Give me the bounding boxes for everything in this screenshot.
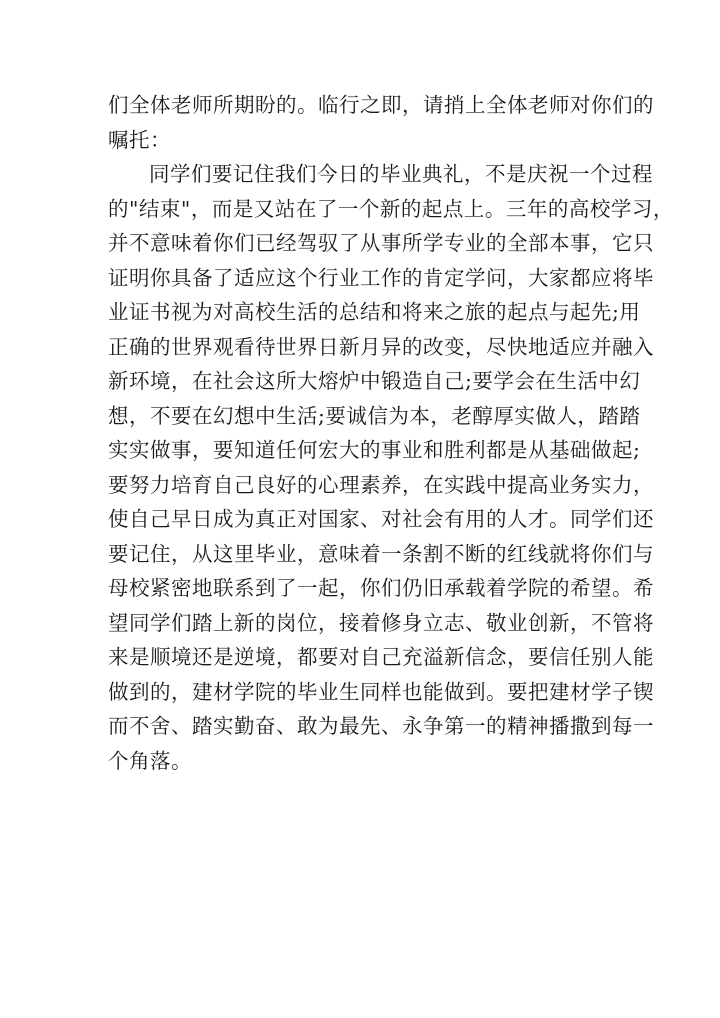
text-line: 要努力培育自己良好的心理素养，在实践中提高业务实力，	[108, 472, 654, 497]
text-line: 想，不要在幻想中生活;要诚信为本，老醇厚实做人，踏踏	[108, 403, 641, 428]
text-line: 而不舍、踏实勤奋、敢为最先、永争第一的精神播撒到每一	[108, 714, 654, 738]
text-line: 实实做事，要知道任何宏大的事业和胜利都是从基础做起;	[108, 438, 641, 462]
text-line: 的"结束"，而是又站在了一个新的起点上。三年的高校学习，	[108, 196, 674, 221]
text-line: 正确的世界观看待世界日新月异的改变，尽快地适应并融入	[108, 334, 654, 359]
text-line: 业证书视为对高校生活的总结和将来之旅的起点与起先;用	[108, 300, 641, 324]
text-line: 新环境，在社会这所大熔炉中锻造自己;要学会在生活中幻	[108, 369, 641, 393]
text-line: 母校紧密地联系到了一起，你们仍旧承载着学院的希望。希	[108, 576, 654, 600]
text-line: 并不意味着你们已经驾驭了从事所学专业的全部本事，它只	[108, 231, 654, 255]
text-line: 使自己早日成为真正对国家、对社会有用的人才。同学们还	[108, 507, 654, 531]
text-line: 证明你具备了适应这个行业工作的肯定学问，大家都应将毕	[108, 265, 654, 290]
text-line: 来是顺境还是逆境，都要对自己充溢新信念，要信任别人能	[108, 645, 654, 669]
text-line: 嘱托：	[108, 127, 171, 152]
text-line: 做到的，建材学院的毕业生同样也能做到。要把建材学子锲	[108, 679, 654, 704]
text-line: 望同学们踏上新的岗位，接着修身立志、敬业创新，不管将	[108, 610, 654, 635]
paragraph-first-line: 同学们要记住我们今日的毕业典礼，不是庆祝一个过程	[149, 162, 653, 186]
text-line: 要记住，从这里毕业，意味着一条割不断的红线就将你们与	[108, 541, 654, 566]
text-line: 个角落。	[108, 748, 192, 773]
text-line: 们全体老师所期盼的。临行之即，请捎上全体老师对你们的	[108, 93, 654, 117]
body-text	[108, 88, 674, 778]
